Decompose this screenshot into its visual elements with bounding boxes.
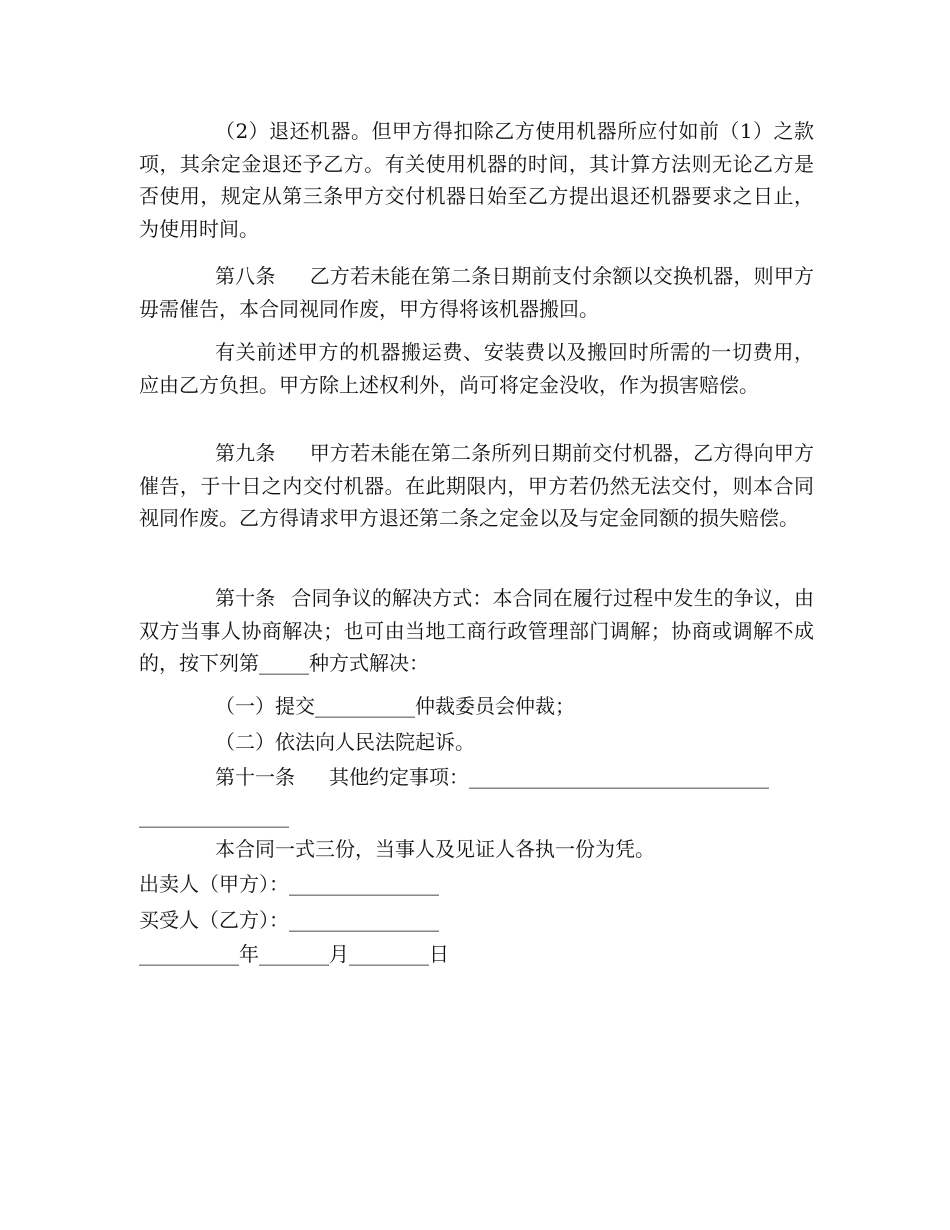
article-8-label: 第八条 <box>215 264 276 288</box>
article-10-label: 第十条 <box>215 586 276 610</box>
article-11-text: 其他约定事项：______________________________ <box>329 765 769 789</box>
option-court: （二）依法向人民法院起诉。 <box>215 730 475 754</box>
article-10-text: 合同争议的解决方式：本合同在履行过程中发生的争议，由双方当事人协商解决；也可由当地工商行政管理部门调解；协商或调解不成的，按下列第_____种方式解决： <box>139 586 815 675</box>
copies-statement: 本合同一式三份，当事人及见证人各执一份为凭。 <box>215 837 655 861</box>
article-8 <box>139 260 814 325</box>
article-10 <box>139 582 814 680</box>
article-11-label: 第十一条 <box>215 765 295 789</box>
article-9-text: 甲方若未能在第二条所列日期前交付机器，乙方得向甲方催告，于十日之内交付机器。在此期限内，甲方若仍然无法交付，则本合同视同作废。乙方得请求甲方退还第二条之定金以及与定金同额的损失赔偿。 <box>139 441 815 530</box>
article-9 <box>139 437 814 535</box>
article-9-label: 第九条 <box>215 441 276 465</box>
paragraph-costs: 有关前述甲方的机器搬运费、安装费以及搬回时所需的一切费用，应由乙方负担。甲方除上述权利外，尚可将定金没收，作为损害赔偿。 <box>139 340 814 397</box>
option-arbitration: （一）提交__________仲裁委员会仲裁； <box>215 694 575 718</box>
article-8-text: 乙方若未能在第二条日期前支付余额以交换机器，则甲方毋需催告，本合同视同作废，甲方得将该机器搬回。 <box>139 264 815 321</box>
seller-signature-line: 出卖人（甲方）：_______________ <box>139 872 439 896</box>
date-line: __________年_______月________日 <box>139 942 449 966</box>
buyer-signature-line: 买受人（乙方）：_______________ <box>139 908 439 932</box>
article-11 <box>215 761 769 793</box>
paragraph-return-machine: （2）退还机器。但甲方得扣除乙方使用机器所应付如前（1）之款项，其余定金退还予乙方。有关使用机器的时间，其计算方法则无论乙方是否使用，规定从第三条甲方交付机器日始至乙方提出退还机器要求之日止，为使用时间。 <box>139 119 814 241</box>
article-11-continuation: _______________ <box>139 804 289 828</box>
